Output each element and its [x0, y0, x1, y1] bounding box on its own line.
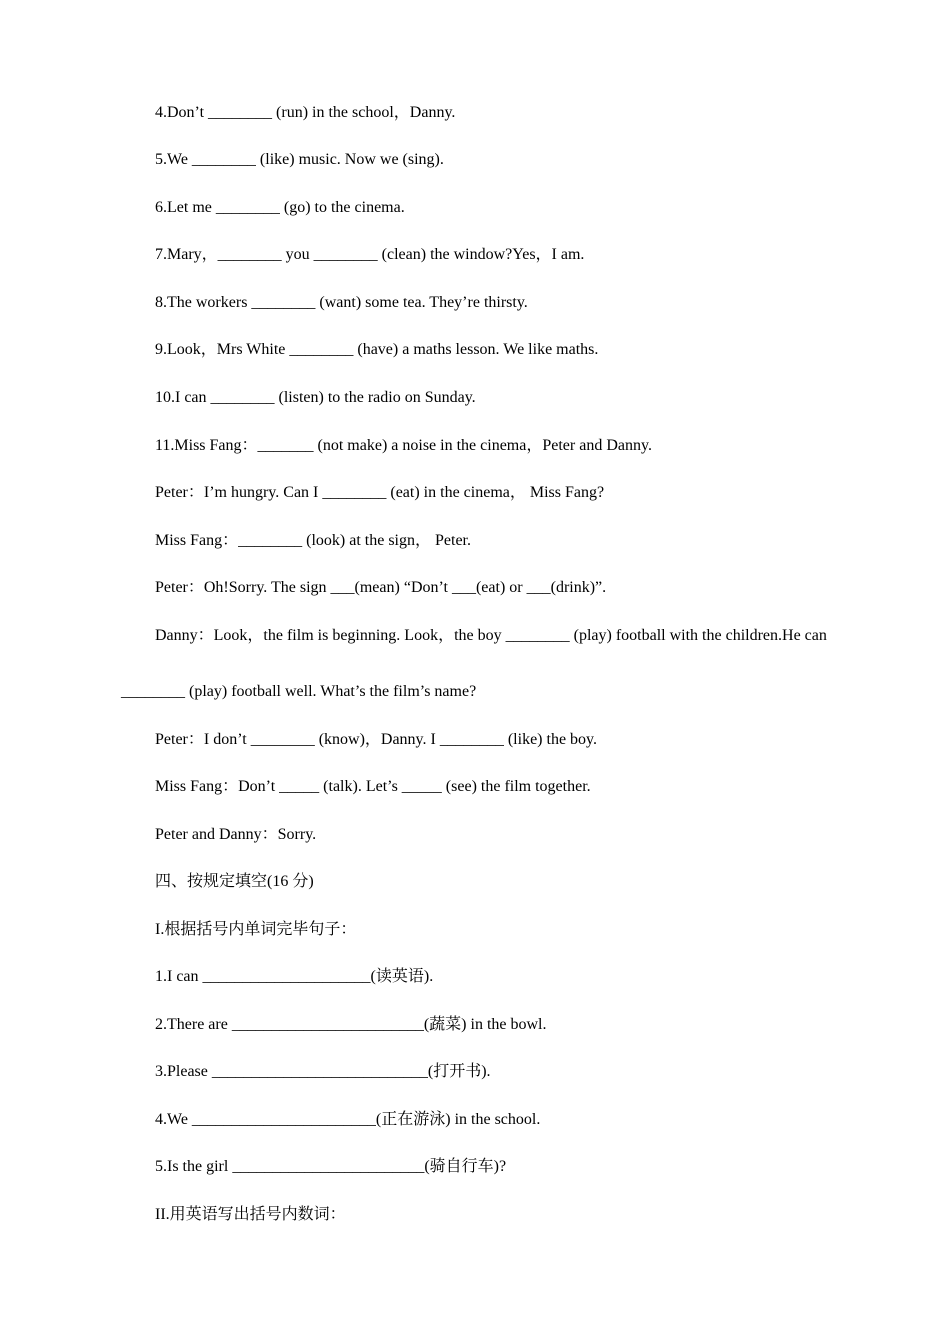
subsection-heading-2: II.用英语写出括号内数词：	[155, 1206, 346, 1223]
exercise-line-11: 11.Miss Fang：_______ (not make) a noise in the cinema，Peter and Danny.	[155, 437, 652, 454]
exercise-line-4: 4.Don’t ________ (run) in the school，Danny.	[155, 104, 456, 121]
dialogue-line-peter-3: Peter：I don’t ________ (know)，Danny. I ________ (like) the boy.	[155, 731, 598, 748]
subsection-heading-1: I.根据括号内单词完毕句子：	[155, 921, 357, 938]
fill-line-3: 3.Please ___________________________(打开书).	[155, 1063, 491, 1080]
dialogue-line-danny-1: Danny：Look，the film is beginning. Look，the boy ________ (play) football with the children.He can	[155, 627, 827, 644]
exercise-line-6: 6.Let me ________ (go) to the cinema.	[155, 199, 405, 216]
dialogue-line-peter-1: Peter：I’m hungry. Can I ________ (eat) in the cinema， Miss Fang?	[155, 484, 605, 501]
exercise-line-8: 8.The workers ________ (want) some tea. They’re thirsty.	[155, 294, 528, 311]
fill-line-2: 2.There are ________________________(蔬菜) in the bowl.	[155, 1016, 547, 1033]
fill-line-5: 5.Is the girl ________________________(骑自行车)?	[155, 1158, 507, 1175]
section-heading-4: 四、按规定填空(16 分)	[155, 873, 314, 890]
dialogue-line-peter-2: Peter：Oh!Sorry. The sign ___(mean) “Don’t ___(eat) or ___(drink)”.	[155, 579, 607, 596]
exercise-line-5: 5.We ________ (like) music. Now we (sing).	[155, 151, 444, 168]
exercise-line-9: 9.Look，Mrs White ________ (have) a maths lesson. We like maths.	[155, 341, 599, 358]
fill-line-1: 1.I can _____________________(读英语).	[155, 968, 434, 985]
exercise-line-7: 7.Mary，________ you ________ (clean) the window?Yes，I am.	[155, 246, 585, 263]
dialogue-line-danny-1-cont: ________ (play) football well. What’s the film’s name?	[121, 683, 477, 700]
dialogue-line-missfang-2: Miss Fang：Don’t _____ (talk). Let’s _____ (see) the film together.	[155, 778, 591, 795]
dialogue-line-missfang-1: Miss Fang：________ (look) at the sign， Peter.	[155, 532, 471, 549]
fill-line-4: 4.We _______________________(正在游泳) in the school.	[155, 1111, 541, 1128]
dialogue-line-peter-danny: Peter and Danny：Sorry.	[155, 826, 317, 843]
exercise-line-10: 10.I can ________ (listen) to the radio on Sunday.	[155, 389, 476, 406]
